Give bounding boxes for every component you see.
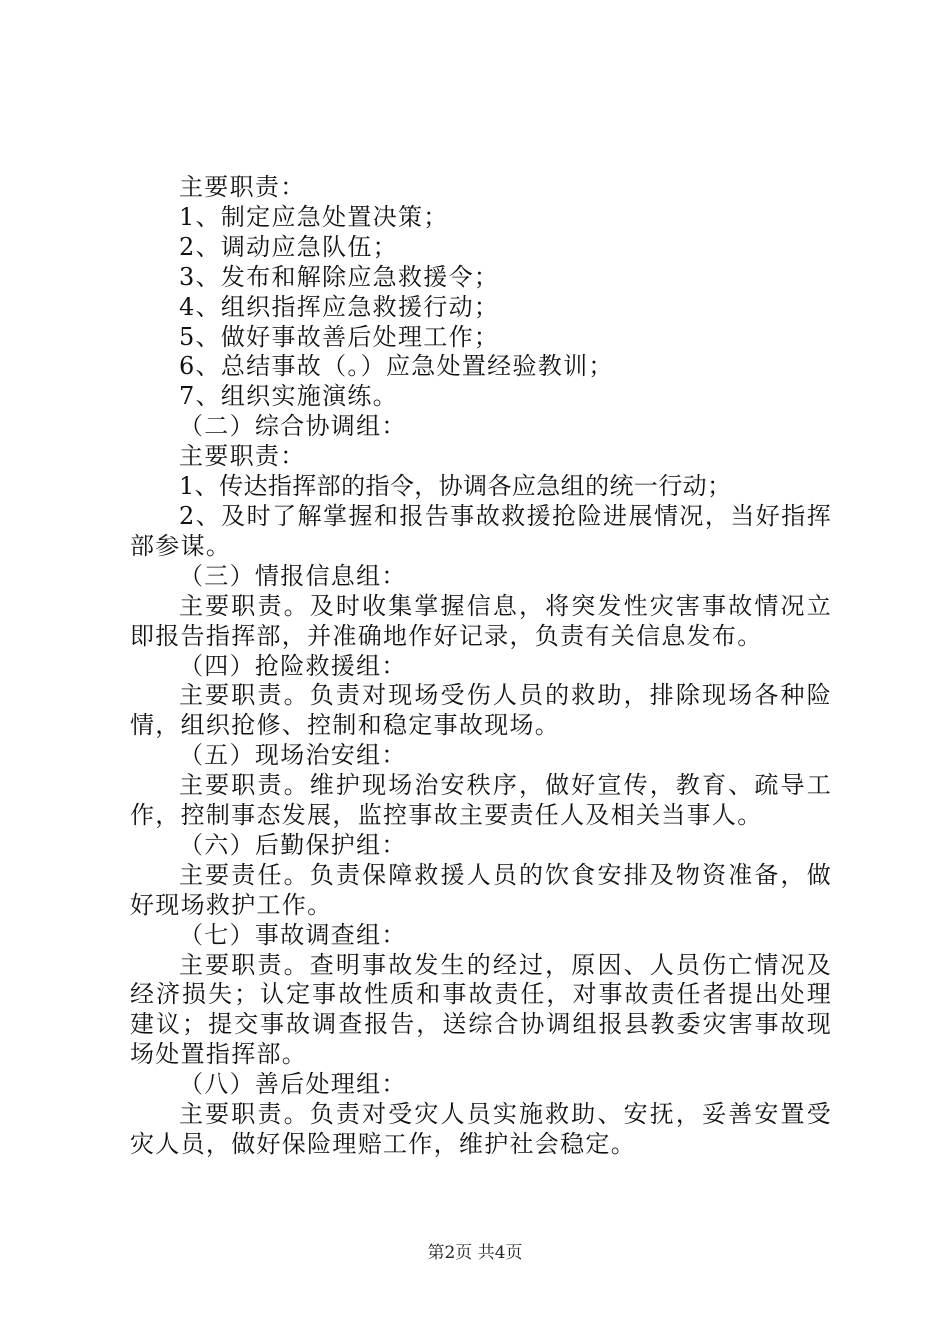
paragraph: 5、做好事故善后处理工作； bbox=[179, 322, 500, 351]
page-number-footer: 第2页 共4页 bbox=[427, 1243, 523, 1263]
paragraph: 主要责任。负责保障救援人员的饮食安排及物资准备，做好现场救护工作。 bbox=[130, 860, 832, 919]
paragraph: 主要职责： bbox=[179, 442, 306, 471]
section-heading: （七）事故调查组： bbox=[179, 920, 407, 949]
section-heading: （二）综合协调组： bbox=[179, 412, 407, 441]
section-heading: （四）抢险救援组： bbox=[179, 651, 407, 680]
paragraph: 主要职责。维护现场治安秩序，做好宣传，教育、疏导工作，控制事态发展，监控事故主要责任人及相关当事人。 bbox=[130, 771, 832, 830]
paragraph: 主要职责。负责对受灾人员实施救助、安抚，妥善安置受灾人员，做好保险理赔工作，维护社会稳定。 bbox=[130, 1100, 832, 1158]
paragraph: 主要职责。查明事故发生的经过，原因、人员伤亡情况及经济损失；认定事故性质和事故责任，对事故责任者提出处理建议；提交事故调查报告，送综合协调组报县教委灾害事故现场处置指挥部。 bbox=[130, 950, 832, 1069]
paragraph: 2、调动应急队伍； bbox=[179, 232, 398, 261]
paragraph: 1、传达指挥部的指令，协调各应急组的统一行动； bbox=[179, 472, 732, 501]
paragraph: 主要职责。负责对现场受伤人员的救助，排除现场各种险情，组织抢修、控制和稳定事故现场。 bbox=[130, 681, 832, 740]
paragraph: 主要职责。及时收集掌握信息，将突发性灾害事故情况立即报告指挥部，并准确地作好记录，负责有关信息发布。 bbox=[130, 591, 832, 650]
section-heading: （六）后勤保护组： bbox=[179, 830, 407, 859]
paragraph: 6、总结事故（。）应急处置经验教训； bbox=[179, 352, 614, 381]
document-body bbox=[130, 173, 832, 1160]
paragraph: 4、组织指挥应急救援行动； bbox=[179, 292, 500, 321]
section-heading: （五）现场治安组： bbox=[179, 741, 407, 770]
section-heading: （三）情报信息组： bbox=[179, 561, 407, 590]
paragraph: 7、组织实施演练。 bbox=[179, 382, 398, 411]
paragraph: 主要职责： bbox=[179, 173, 306, 201]
paragraph: 1、制定应急处置决策； bbox=[179, 202, 449, 231]
paragraph: 2、及时了解掌握和报告事故救援抢险进展情况，当好指挥部参谋。 bbox=[130, 501, 832, 560]
paragraph: 3、发布和解除应急救援令； bbox=[179, 262, 500, 291]
section-heading: （八）善后处理组： bbox=[179, 1070, 407, 1099]
